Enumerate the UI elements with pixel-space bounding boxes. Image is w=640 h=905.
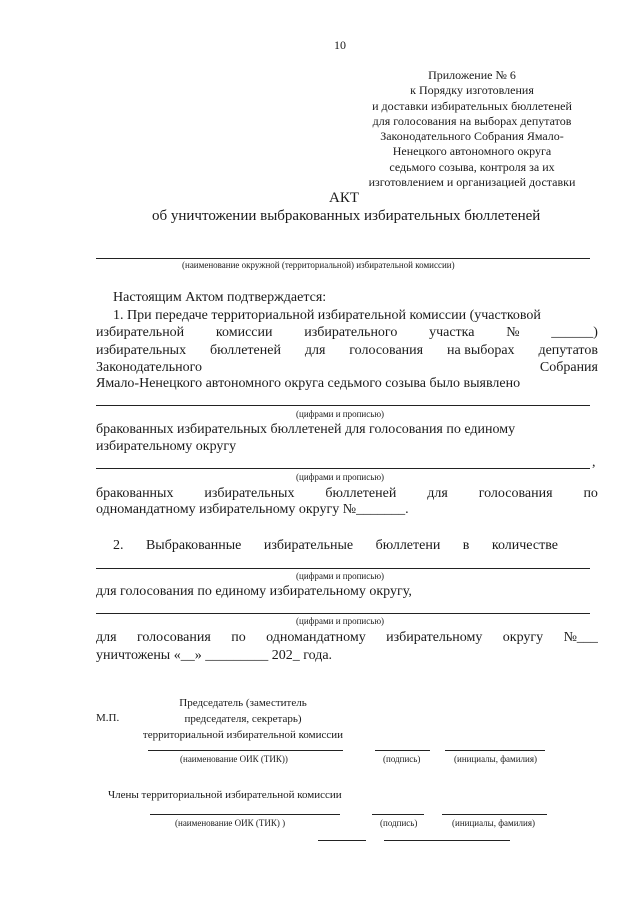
document-title: АКТ [329,190,359,206]
oik-caption: (наименование ОИК (ТИК) ) [175,818,286,828]
appendix-line: для голосования на выборах депутатов [372,113,572,128]
word: для [427,486,448,501]
appendix-block [356,68,588,190]
item1-line8 [96,486,598,502]
quantity-caption: (цифрами и прописью) [296,616,385,626]
item1-line3 [96,343,598,359]
item1-line5: Ямало-Ненецкого автономного округа седьмого созыва было выявлено [96,376,521,391]
oik-name-line [148,750,343,751]
word: для [304,343,326,358]
signature-line [372,814,424,815]
item2-line3 [96,630,598,646]
appendix-line: изготовлением и организацией доставки [368,175,576,190]
word: избирательного [304,325,398,340]
stamp-place-label: М.П. [96,712,120,724]
word: на выборах [447,343,515,358]
word: для [96,630,117,645]
word: избирательному [386,630,483,645]
chair-block [128,695,358,743]
word: по [231,630,246,645]
quantity-caption: (цифрами и прописью) [296,571,385,581]
word: голосования [349,343,424,358]
item1-line2 [96,325,598,341]
quantity-caption: (цифрами и прописью) [296,472,385,482]
quantity-line [96,568,590,569]
quantity-line [96,468,590,469]
word: ______) [551,325,598,340]
word: избирательных [204,486,295,501]
signature-line [318,840,366,841]
commission-caption: (наименование окружной (территориальной) избирательной комиссии) [182,260,455,270]
signature-caption: (подпись) [380,818,418,828]
members-label: Члены территориальной избирательной комиссии [108,789,342,801]
signature-caption: (подпись) [383,754,421,764]
oik-name-line [150,814,340,815]
word: количестве [491,538,558,553]
word: голосования [478,486,553,501]
item2-line2: для голосования по единому избирательному округу, [96,584,412,599]
word: Выбракованные [145,538,242,553]
initials-line [442,814,547,815]
word: бюллетеней [209,343,281,358]
word: депутатов [538,343,598,358]
appendix-line: к Порядку изготовления [410,83,534,98]
word: Собрания [539,360,598,375]
quantity-caption: (цифрами и прописью) [296,409,385,419]
item1-line4 [96,360,598,376]
page-number: 10 [334,38,346,52]
word: бюллетени [375,538,441,553]
item2-line4: уничтожены «__» _________ 202_ года. [96,648,333,663]
word: избирательной [96,325,185,340]
word: участка [429,325,475,340]
quantity-line [96,613,590,614]
word: комиссии [215,325,273,340]
quantity-line [96,405,590,406]
appendix-line: седьмого созыва, контроля за их [389,159,555,174]
intro-text: Настоящим Актом подтверждается: [113,290,327,305]
word: голосования [136,630,211,645]
word: избирательных [96,343,187,358]
word: одномандатному [266,630,366,645]
commission-name-line [96,258,590,259]
appendix-line: Ненецкого автономного округа [392,144,552,159]
document-subtitle: об уничтожении выбракованных избирательных бюллетеней [152,208,541,224]
initials-caption: (инициалы, фамилия) [454,754,537,764]
word: №___ [563,630,598,645]
word: 2. [113,538,124,553]
item2-line1 [113,538,558,554]
appendix-line: Законодательного Собрания Ямало- [380,129,564,144]
item1-line7: избирательному округу [96,439,237,454]
initials-line [445,750,545,751]
signature-line [375,750,430,751]
item1-line6: бракованных избирательных бюллетеней для голосования по единому [96,422,516,437]
appendix-line: Приложение № 6 [428,68,516,82]
chair-line: Председатель (заместитель [179,697,307,709]
word: бракованных [96,486,174,501]
initials-caption: (инициалы, фамилия) [452,818,535,828]
word: бюллетеней [325,486,397,501]
item1-line1: 1. При передаче территориальной избирательной комиссии (участковой [113,308,541,323]
chair-line: председателя, секретарь) [184,713,302,725]
item1-line9: одномандатному избирательному округу №_______. [96,502,409,517]
comma: , [592,455,596,470]
word: округу [502,630,544,645]
oik-caption: (наименование ОИК (ТИК)) [180,754,288,764]
word: Законодательного [96,360,202,375]
word: избирательные [263,538,354,553]
word: по [583,486,598,501]
word: № [506,325,520,340]
appendix-line: и доставки избирательных бюллетеней [372,98,572,113]
chair-line: территориальной избирательной комиссии [142,729,344,741]
word: в [462,538,470,553]
initials-line [384,840,510,841]
